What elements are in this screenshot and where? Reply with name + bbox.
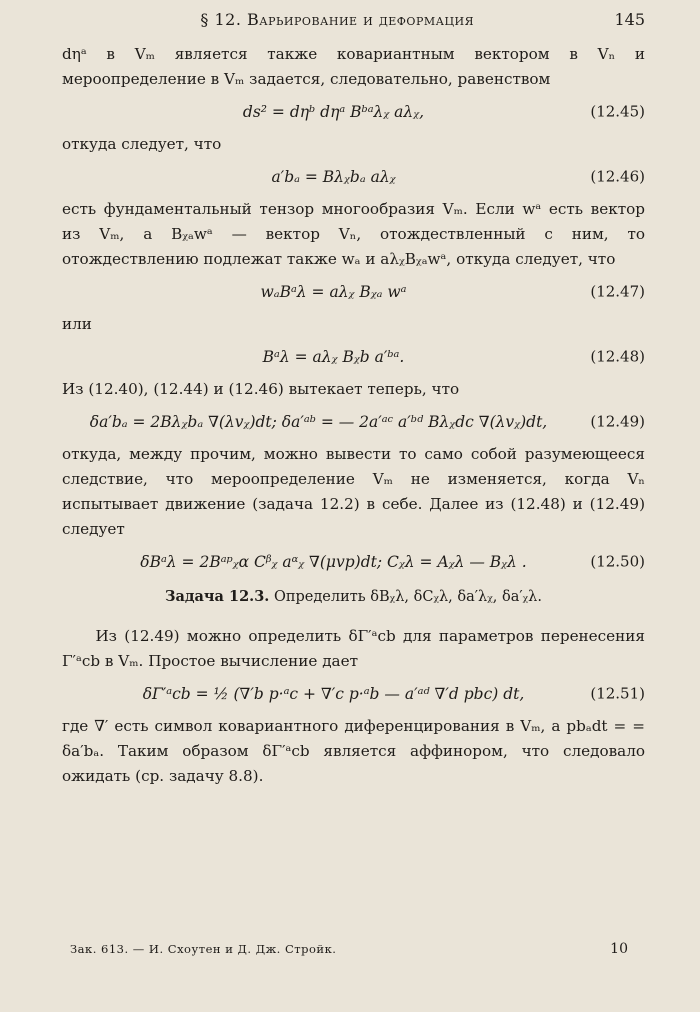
paragraph-4: или <box>62 315 92 333</box>
equation-number: (12.51) <box>590 684 645 703</box>
paragraph-2: откуда следует, что <box>62 135 222 153</box>
equation-12-48 <box>62 341 645 373</box>
paragraph-5: Из (12.40), (12.44) и (12.46) вытекает теперь, что <box>62 380 460 398</box>
equation-formula: δΓ′ᵃcb = ½ (∇′b p·ᵃc + ∇′c p·ᵃb — a′ᵃᵈ ∇′d pbc) dt, <box>142 684 525 703</box>
problem-text: Определить δBᵪλ, δCᵪλ, δa′λᵪ, δa′ᵪλ. <box>273 589 542 605</box>
sheet-number: 10 <box>610 941 628 957</box>
equation-formula: wₐBᵃλ = aλᵪ Bᵪₐ wᵃ <box>260 282 407 301</box>
equation-12-51 <box>62 678 645 710</box>
equation-12-45 <box>62 96 645 128</box>
equation-number: (12.50) <box>590 552 645 571</box>
equation-number: (12.47) <box>590 282 645 301</box>
paragraph-3: есть фундаментальный тензор многообразия Vₘ. Если wᵃ есть вектор из Vₘ, а Bᵪₐwᵃ — вектор Vₙ, отождествленный с ним, то отождествлению подлежат также wₐ и aλᵪBᵪₐwᵃ, откуда следует, что <box>62 200 645 268</box>
equation-formula: Bᵃλ = aλᵪ Bᵪb a′ᵇᵃ. <box>262 347 405 366</box>
paragraph-1: dηᵃ в Vₘ является также ковариантным вектором в Vₙ и мероопределение в Vₘ задается, следовательно, равенством <box>62 45 645 88</box>
equation-formula: δa′bₐ = 2Bλᵪbₐ ∇(λvᵪ)dt; δa′ᵃᵇ = — 2a′ᵃᶜ a′ᵇᵈ Bλᵪdc ∇(λvᵪ)dt, <box>89 412 548 431</box>
paragraph-6: откуда, между прочим, можно вывести то само собой разумеющееся следствие, что мероопределение Vₘ не изменяется, когда Vₙ испытывает движение (задача 12.2) в себе. Далее из (12.48) и (12.49) следует <box>62 445 645 538</box>
paragraph-7: Из (12.49) можно определить δΓ′ᵃcb для параметров перенесения Γ′ᵃcb в Vₘ. Простое вычисление дает <box>62 627 645 670</box>
equation-12-50 <box>62 546 645 578</box>
page-header <box>60 10 645 29</box>
printer-footnote: Зак. 613. — И. Схоутен и Д. Дж. Стройк. <box>70 942 337 956</box>
equation-12-46 <box>62 161 645 193</box>
equation-formula: a′bₐ = Bλᵪbₐ aλᵪ <box>271 167 396 186</box>
equation-formula: ds² = dηᵇ dηᵃ Bᵇᵃλᵪ aλᵪ, <box>242 102 425 121</box>
page-footer <box>62 941 628 957</box>
page-number: 145 <box>614 10 645 29</box>
problem-label: Задача 12.3. <box>165 588 270 605</box>
equation-number: (12.46) <box>590 167 645 186</box>
page-body <box>62 42 645 789</box>
equation-formula: δBᵃλ = 2Bᵃᵖᵪα Cᵝᵪ aᵅᵪ ∇(μvp)dt; Cᵪλ = Aᵪλ — Bᵪλ . <box>140 552 527 571</box>
equation-12-47 <box>62 276 645 308</box>
equation-number: (12.48) <box>590 347 645 366</box>
equation-number: (12.45) <box>590 102 645 121</box>
paragraph-8: где ∇′ есть символ ковариантного диференцирования в Vₘ, а pbₐdt = = δa′bₐ. Таким образом δΓ′ᵃcb является аффинором, что следовало ожидать (ср. задачу 8.8). <box>62 717 645 785</box>
running-title: § 12. Варьирование и деформация <box>200 10 475 29</box>
equation-number: (12.49) <box>590 412 645 431</box>
equation-12-49 <box>62 406 645 438</box>
problem-12-3 <box>62 584 645 610</box>
